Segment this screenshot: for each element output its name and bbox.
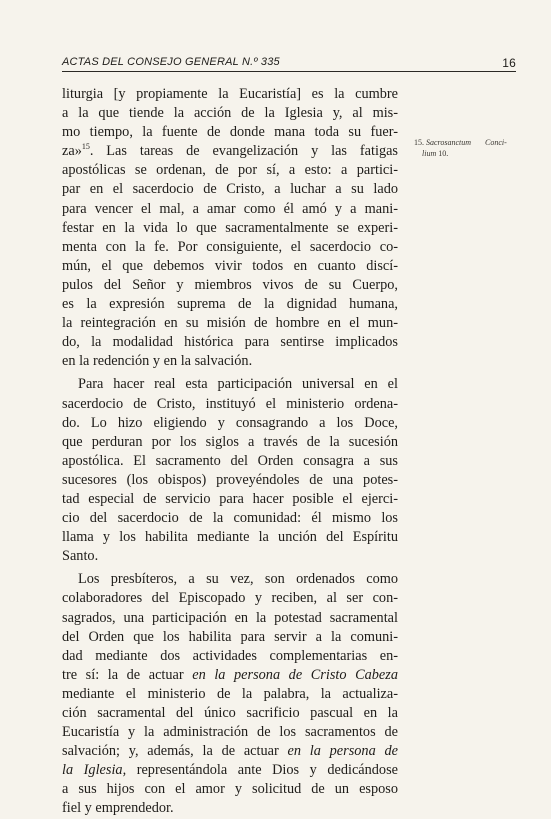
text-line: mo tiempo, la fuente de donde mana toda su fuer- <box>62 124 398 141</box>
paragraph-3 <box>62 570 398 818</box>
italic-phrase: en la persona de Cristo Cabeza <box>192 666 398 683</box>
italic-phrase: la Iglesia, <box>62 762 127 779</box>
text-line: a sus hijos con el amor y solicitud de un esposo <box>62 781 398 798</box>
text-fragment: . Las tareas de evangelización y las fatigas <box>89 143 398 160</box>
text-line: a la que tiende la acción de la Iglesia y, al mis- <box>62 105 398 122</box>
note-work-title: Conci- <box>485 138 507 147</box>
text-line: do. Lo hizo eligiendo y consagrando a los Doce, <box>62 414 398 431</box>
text-line: ción sacramental del único sacrificio pascual en la <box>62 705 398 721</box>
text-line: apostólicas se ordenan, de por sí, a esto: a partici- <box>62 162 398 179</box>
main-text <box>62 85 398 819</box>
text-line: Eucaristía y la administración de los sacramentos de <box>62 724 398 741</box>
text-line: es la expresión suprema de la dignidad humana, <box>62 296 398 313</box>
text-line-with-italic <box>62 761 398 780</box>
text-line: sagrados, una participación en la potestad sacramental <box>62 609 398 626</box>
text-line: dad mediante dos actividades complementarias en- <box>62 647 398 664</box>
note-work-title: Sacrosanctum <box>426 138 472 147</box>
text-line: apostólica. El sacramento del Orden consagra a sus <box>62 452 398 469</box>
text-line: pulos del Señor y miembros vivos de su Cuerpo, <box>62 276 398 293</box>
text-line-with-italic <box>62 666 398 685</box>
running-head <box>62 56 516 72</box>
text-fragment: salvación; y, además, la de actuar <box>62 743 288 760</box>
text-line: Los presbíteros, a su vez, son ordenados como <box>78 571 398 588</box>
note-number: 15. <box>414 138 424 147</box>
text-line: sacerdocio de Cristo, instituyó el ministerio ordena- <box>62 395 398 412</box>
margin-note-line <box>414 148 524 159</box>
text-line: cio del sacerdocio de la comunidad: él mismo los <box>62 510 398 527</box>
text-line: mediante el ministerio de la palabra, la actualiza- <box>62 685 398 702</box>
text-line: en la redención y en la salvación. <box>62 353 253 370</box>
text-line: Santo. <box>62 548 99 565</box>
text-line: mún, el que debemos vivir todos en cuanto discí- <box>62 257 398 274</box>
text-line: llama y los habilita mediante la unción del Espíritu <box>62 529 398 546</box>
text-line: sucesores (los obispos) proveyéndoles de una potes- <box>62 471 398 488</box>
text-line: menta con la fe. Por consiguiente, el sacerdocio co- <box>62 238 398 255</box>
text-line: que perduran por los siglos a través de la sucesión <box>62 433 398 450</box>
text-line: do, la modalidad histórica para sentirse implicados <box>62 334 398 351</box>
margin-note-line <box>414 137 524 148</box>
note-reference: 10. <box>438 149 449 158</box>
text-fragment: za» <box>62 143 82 160</box>
italic-phrase: en la persona de <box>287 743 398 760</box>
page-number: 16 <box>502 56 516 70</box>
text-line: para vencer el mal, a amar como él amó y a mani- <box>62 200 398 217</box>
text-line: tad especial de servicio para hacer posible el ejerci- <box>62 490 398 507</box>
text-fragment: representándola ante Dios y dedicándose <box>126 762 398 779</box>
text-line: la reintegración en su misión de hombre en el mun- <box>62 315 398 332</box>
text-line-with-footnote <box>62 142 398 161</box>
note-work-title: lium <box>422 149 437 158</box>
text-line: liturgia [y propiamente la Eucaristía] es la cumbre <box>62 86 398 102</box>
footnote-marker: 15 <box>81 142 90 152</box>
text-line: del Orden que los habilita para servir a la comuni- <box>62 628 398 645</box>
text-fragment: tre sí: la de actuar <box>62 666 193 683</box>
text-line: festar en la vida lo que sacramentalmente se experi- <box>62 219 398 236</box>
text-line: Para hacer real esta participación universal en el <box>78 376 398 393</box>
header-rule <box>62 71 516 72</box>
text-line: par en el sacerdocio de Cristo, a luchar a su lado <box>62 181 398 198</box>
text-line-with-italic <box>62 742 398 761</box>
running-title: ACTAS DEL CONSEJO GENERAL N.º 335 <box>62 56 280 68</box>
paragraph-2 <box>62 375 398 566</box>
text-line: colaboradores del Episcopado y reciben, al ser con- <box>62 590 398 607</box>
margin-note <box>414 137 524 159</box>
paragraph-1 <box>62 85 398 371</box>
text-line: fiel y emprendedor. <box>62 800 174 817</box>
